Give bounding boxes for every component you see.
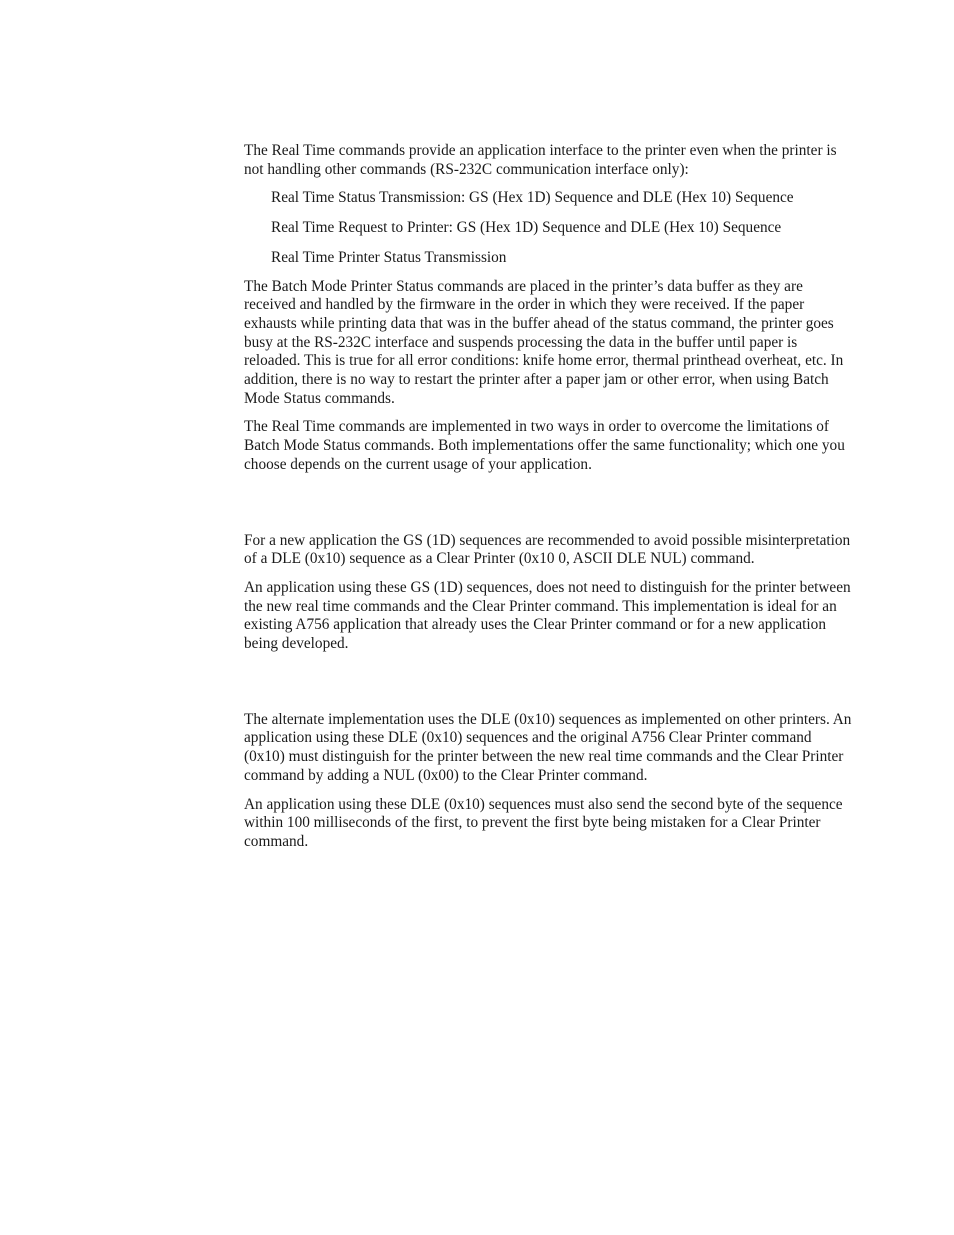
intro-paragraph: The Real Time commands provide an application interface to the printer even when the printer is not handling other commands (RS-232C communication interface only): [244,142,837,178]
list-item: Real Time Request to Printer: GS (Hex 1D) Sequence and DLE (Hex 10) Sequence [271,219,782,237]
dle-sequence-paragraph-2: An application using these DLE (0x10) sequences must also send the second byte of the sequence within 100 milliseconds of the first, to prevent the first byte being mistaken for a Clear Printer command. [244,795,843,850]
dle-sequence-paragraph-1: The alternate implementation uses the DLE (0x10) sequences as implemented on other printers. An application using these DLE (0x10) sequences and the original A756 Clear Printer command (0x10) must distinguish for the printer between the new real time commands and the Clear Printer command by adding a NUL (0x00) to the Clear Printer command. [244,710,852,784]
batch-mode-paragraph: The Batch Mode Printer Status commands are placed in the printer’s data buffer as they are received and handled by the firmware in the order in which they were received. If the paper exhausts while printing data that was in the buffer ahead of the status command, the printer goes busy at the RS-232C interface and suspends processing the data in the buffer until paper is reloaded. This is true for all error conditions: knife home error, thermal printhead overheat, etc. In addition, there is no way to restart the printer after a paper jam or other error, when using Batch Mode Status commands. [244,277,844,407]
gs-sequence-paragraph-2: An application using these GS (1D) sequences, does not need to distinguish for the printer between the new real time commands and the Clear Printer command. This implementation is ideal for an existing A756 application that already uses the Clear Printer command or for a new application being developed. [244,578,851,653]
list-item: Real Time Printer Status Transmission [271,248,507,266]
document-body [244,142,854,862]
real-time-command-list [244,189,854,267]
two-ways-paragraph: The Real Time commands are implemented in two ways in order to overcome the limitations of Batch Mode Status commands. Both implementations offer the same functionality; which one you choose depends on the current usage of your application. [244,418,845,473]
section-spacer [244,664,854,711]
section-spacer [244,485,854,532]
gs-sequence-paragraph-1: For a new application the GS (1D) sequences are recommended to avoid possible misinterpretation of a DLE (0x10) sequence as a Clear Printer (0x10 0, ASCII DLE NUL) command. [244,531,851,568]
list-item: Real Time Status Transmission: GS (Hex 1D) Sequence and DLE (Hex 10) Sequence [271,189,794,207]
